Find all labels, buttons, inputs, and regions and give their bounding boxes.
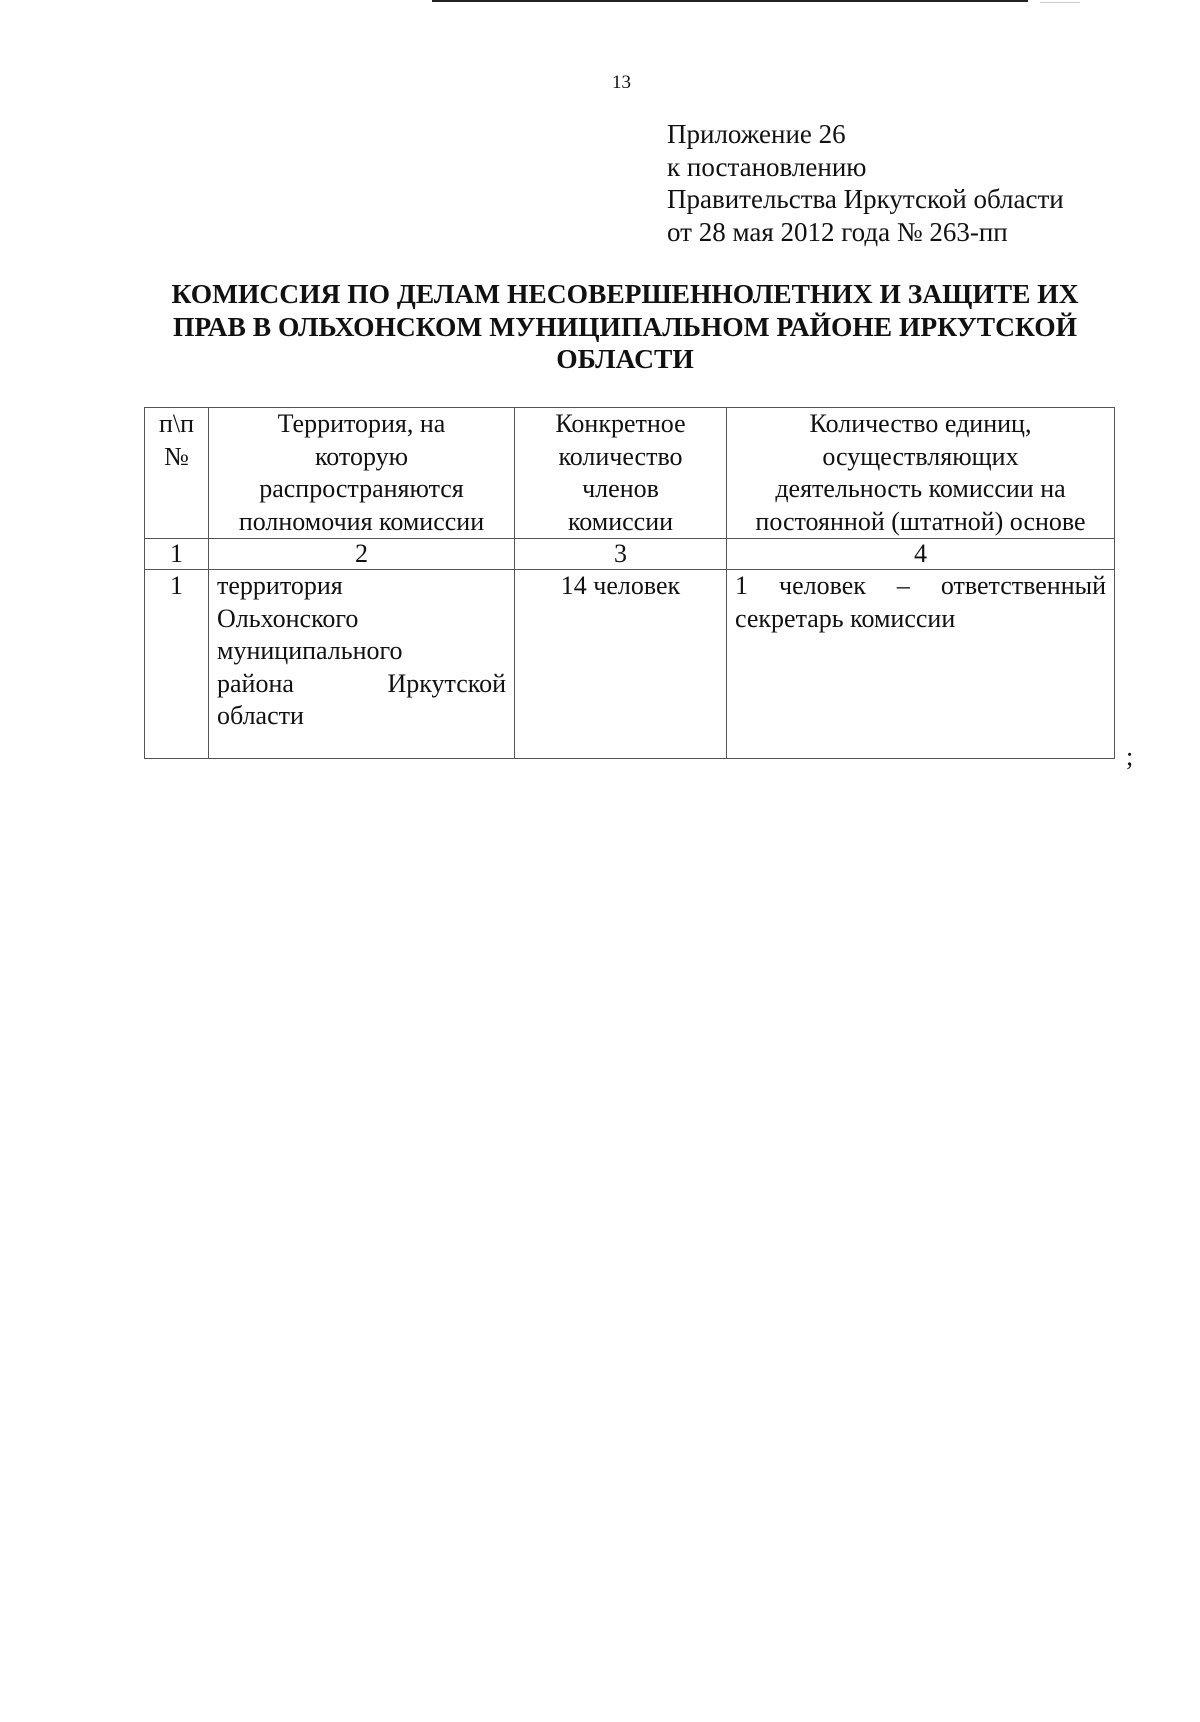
appendix-line: Правительства Иркутской области xyxy=(667,184,1064,214)
column-number: 1 xyxy=(145,539,209,570)
title-line: ПРАВ В ОЛЬХОНСКОМ МУНИЦИПАЛЬНОМ РАЙОНЕ ИРКУТСКОЙ xyxy=(172,310,1078,342)
row-members: 14 человек xyxy=(515,570,727,759)
title-line: КОМИССИЯ ПО ДЕЛАМ НЕСОВЕРШЕННОЛЕТНИХ И ЗАЩИТЕ ИХ xyxy=(171,278,1079,309)
header-cell-territory: Территория, на которую распространяются полномочия комиссии xyxy=(209,408,515,539)
appendix-line: Приложение 26 xyxy=(667,119,846,149)
page-number: 13 xyxy=(612,72,631,93)
header-cell-staff: Количество единиц, осуществляющих деятельность комиссии на постоянной (штатной) основе xyxy=(727,408,1115,539)
header-cell-members: Конкретное количество членов комиссии xyxy=(515,408,727,539)
trailing-semicolon: ; xyxy=(1126,742,1134,771)
column-number: 3 xyxy=(515,539,727,570)
table-header-row xyxy=(145,408,1115,539)
top-scan-rule-faint xyxy=(1040,2,1080,3)
column-number: 2 xyxy=(209,539,515,570)
row-territory: территория Ольхонского муниципального района Иркутской области xyxy=(209,570,515,759)
column-number: 4 xyxy=(727,539,1115,570)
title-line: ОБЛАСТИ xyxy=(556,343,694,374)
header-cell-index: п\п № xyxy=(145,408,209,539)
column-number-row xyxy=(145,539,1115,570)
table-row xyxy=(145,570,1115,759)
appendix-line: к постановлению xyxy=(667,151,867,182)
appendix-line: от 28 мая 2012 года № 263-пп xyxy=(667,216,1008,247)
row-index: 1 xyxy=(145,570,209,759)
row-staff: 1 человек – ответственный секретарь комиссии xyxy=(727,570,1115,759)
commission-table xyxy=(144,407,1115,759)
top-scan-rule xyxy=(432,0,1028,2)
document-title xyxy=(145,278,1105,376)
appendix-reference xyxy=(667,118,1187,248)
